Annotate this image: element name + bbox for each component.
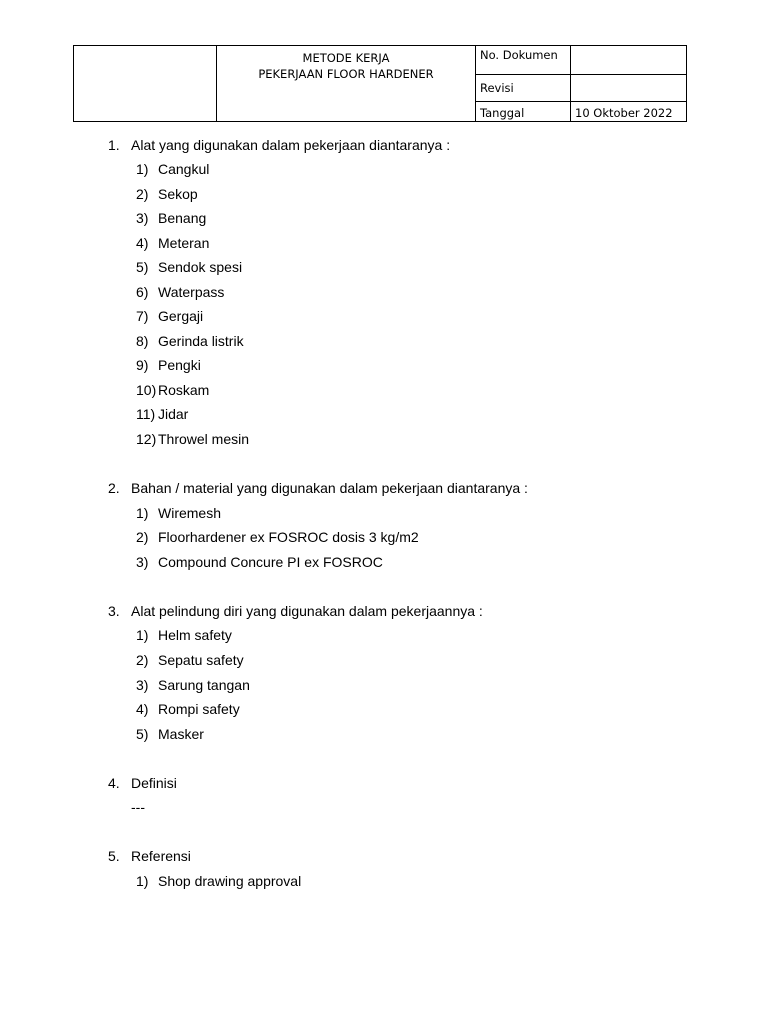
- logo-cell: [74, 46, 217, 122]
- section-title: Referensi: [131, 848, 191, 864]
- document-title-line1: METODE KERJA: [302, 51, 390, 65]
- section-number: 5.: [108, 848, 120, 864]
- list-item-number: 9): [136, 357, 149, 373]
- list-item-number: 2): [136, 529, 149, 545]
- list-item: Rompi safety: [158, 701, 240, 717]
- list-item-number: 5): [136, 259, 149, 275]
- section-title: Definisi: [131, 775, 177, 791]
- list-item: Pengki: [158, 357, 201, 373]
- list-item-number: 2): [136, 652, 149, 668]
- section-title: Alat yang digunakan dalam pekerjaan diantaranya :: [131, 137, 451, 153]
- list-item: Helm safety: [158, 627, 232, 643]
- list-item-number: 1): [136, 627, 149, 643]
- list-item: Sepatu safety: [158, 652, 244, 668]
- list-item: Sarung tangan: [158, 677, 250, 693]
- list-item: Sekop: [158, 186, 198, 202]
- list-item-number: 7): [136, 308, 149, 324]
- document-title-line2: PEKERJAAN FLOOR HARDENER: [258, 67, 434, 81]
- list-item-number: 8): [136, 333, 149, 349]
- date-label: Tanggal: [476, 102, 571, 122]
- list-item-number: 3): [136, 210, 149, 226]
- document-header-table: [73, 45, 687, 122]
- list-item: Cangkul: [158, 161, 210, 177]
- list-item: Meteran: [158, 235, 210, 251]
- list-item-number: 10): [136, 382, 157, 398]
- document-title-cell: [217, 46, 476, 122]
- list-item-number: 11): [136, 406, 156, 422]
- list-item: Benang: [158, 210, 207, 226]
- list-item: Jidar: [158, 406, 189, 422]
- revision-label: Revisi: [476, 75, 571, 102]
- list-item: Gerinda listrik: [158, 333, 244, 349]
- list-item: Compound Concure PI ex FOSROC: [158, 554, 383, 570]
- doc-number-value: [571, 46, 687, 75]
- list-item: Floorhardener ex FOSROC dosis 3 kg/m2: [158, 529, 419, 545]
- section-number: 1.: [108, 137, 120, 153]
- list-item-number: 3): [136, 554, 149, 570]
- section-body: ---: [131, 799, 145, 815]
- list-item-number: 4): [136, 701, 149, 717]
- list-item: Waterpass: [158, 284, 225, 300]
- list-item: Wiremesh: [158, 505, 222, 521]
- doc-number-label: No. Dokumen: [476, 46, 571, 75]
- list-item-number: 6): [136, 284, 149, 300]
- list-item: Shop drawing approval: [158, 873, 302, 889]
- list-item: Roskam: [158, 382, 210, 398]
- list-item-number: 4): [136, 235, 149, 251]
- list-item-number: 5): [136, 726, 149, 742]
- list-item: Gergaji: [158, 308, 204, 324]
- list-item: Throwel mesin: [158, 431, 250, 447]
- revision-value: [571, 75, 687, 102]
- list-item: Masker: [158, 726, 204, 742]
- section-title: Bahan / material yang digunakan dalam pekerjaan diantaranya :: [131, 480, 528, 496]
- list-item-number: 1): [136, 873, 149, 889]
- date-value: 10 Oktober 2022: [571, 102, 687, 122]
- section-number: 4.: [108, 775, 120, 791]
- section-number: 2.: [108, 480, 120, 496]
- list-item-number: 2): [136, 186, 149, 202]
- list-item-number: 1): [136, 161, 149, 177]
- list-item-number: 12): [136, 431, 157, 447]
- list-item: Sendok spesi: [158, 259, 243, 275]
- list-item-number: 1): [136, 505, 149, 521]
- section-number: 3.: [108, 603, 120, 619]
- section-title: Alat pelindung diri yang digunakan dalam pekerjaannya :: [131, 603, 483, 619]
- list-item-number: 3): [136, 677, 149, 693]
